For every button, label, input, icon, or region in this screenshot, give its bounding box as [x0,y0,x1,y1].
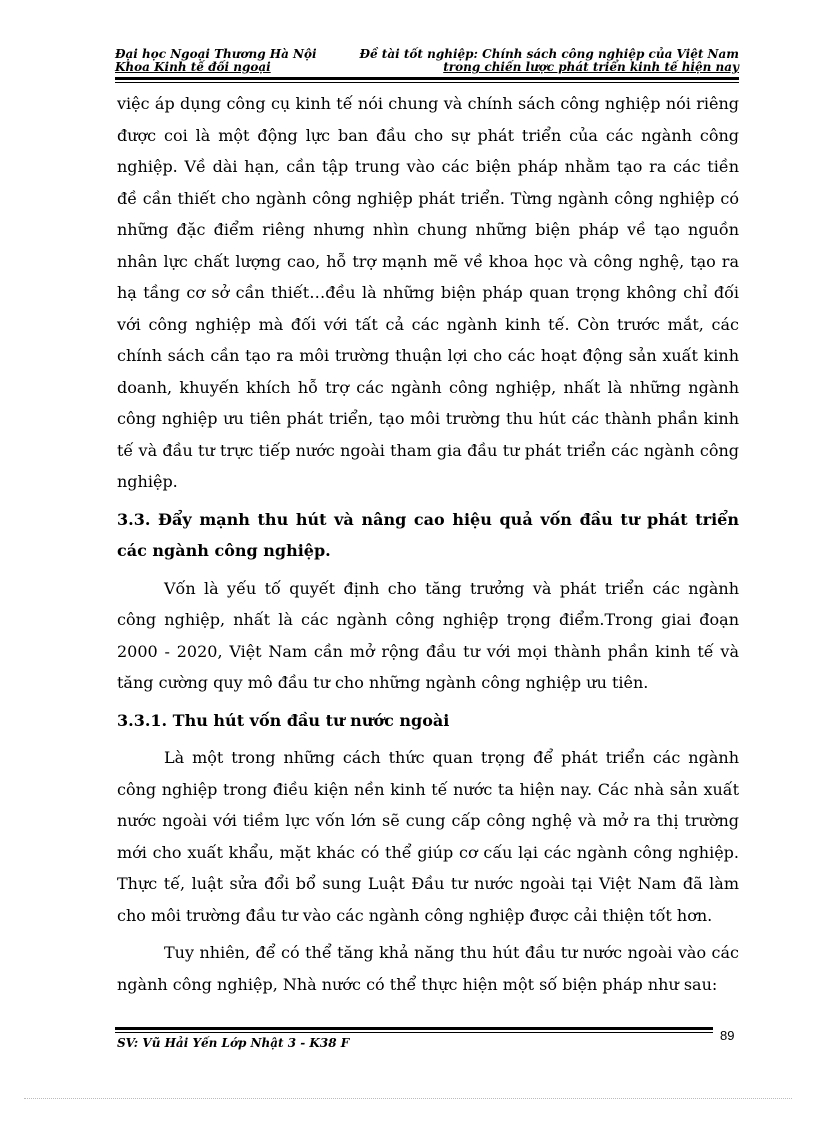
page-bottom-dotted-line [24,1098,792,1099]
page-number: 89 [720,1028,735,1043]
section-heading-3-3-1: 3.3.1. Thu hút vốn đầu tư nước ngoài [117,710,450,730]
header-thesis-subtitle: trong chiến lược phát triển kinh tế hiện nay [443,60,739,74]
page-body [117,88,739,1000]
header-rule-thick [115,77,739,80]
body-paragraph-capital: Vốn là yếu tố quyết định cho tăng trưởng và phát triển các ngành công nghiệp, nhất là các ngành công nghiệp trọng điểm.Trong giai đoạn 2000 - 2020, Việt Nam cần mở rộng đầu tư với mọi thành phần kinh tế và tăng cường quy mô đầu tư cho những ngành công nghiệp ưu tiên. [117,578,739,692]
section-heading-3-3: 3.3. Đẩy mạnh thu hút và nâng cao hiệu quả vốn đầu tư phát triển các ngành công nghiệp. [117,509,739,560]
header-rule-thin [115,82,739,83]
body-paragraph-continuation: việc áp dụng công cụ kinh tế nói chung và chính sách công nghiệp nói riêng được coi là một động lực ban đầu cho sự phát triển của các ngành công nghiệp. Về dài hạn, cần tập trung vào các biện pháp nhằm tạo ra các tiền đề cần thiết cho ngành công nghiệp phát triển. Từng ngành công nghiệp có những đặc điểm riêng nhưng nhìn chung những biện pháp về tạo nguồn nhân lực chất lượng cao, hỗ trợ mạnh mẽ về khoa học và công nghệ, tạo ra hạ tầng cơ sở cần thiết…đều là những biện pháp quan trọng không chỉ đối với công nghiệp mà đối với tất cả các ngành kinh tế. Còn trước mắt, các chính sách cần tạo ra môi trường thuận lợi cho các hoạt động sản xuất kinh doanh, khuyến khích hỗ trợ các ngành công nghiệp, nhất là những ngành công nghiệp ưu tiên phát triển, tạo môi trường thu hút các thành phần kinh tế và đầu tư trực tiếp nước ngoài tham gia đầu tư phát triển các ngành công nghiệp. [117,94,739,491]
body-paragraph-measures: Tuy nhiên, để có thể tăng khả năng thu hút đầu tư nước ngoài vào các ngành công nghiệp, Nhà nước có thể thực hiện một số biện pháp như sau: [117,943,739,994]
header-university: Đại học Ngoại Thương Hà Nội [115,47,317,61]
header-thesis-title: Đề tài tốt nghiệp: Chính sách công nghiệp của Việt Nam [359,47,739,61]
footer-rule-thin [115,1032,713,1033]
footer-rule-thick [115,1027,713,1030]
footer-author: SV: Vũ Hải Yến Lớp Nhật 3 - K38 F [117,1036,350,1050]
header-faculty: Khoa Kinh tế đối ngoại [115,60,271,74]
page-header [115,48,739,76]
body-paragraph-fdi: Là một trong những cách thức quan trọng để phát triển các ngành công nghiệp trong điều kiện nền kinh tế nước ta hiện nay. Các nhà sản xuất nước ngoài với tiềm lực vốn lớn sẽ cung cấp công nghệ và mở ra thị trường mới cho xuất khẩu, mặt khác có thể giúp cơ cấu lại các ngành công nghiệp. Thực tế, luật sửa đổi bổ sung Luật Đầu tư nước ngoài tại Việt Nam đã làm cho môi trường đầu tư vào các ngành công nghiệp được cải thiện tốt hơn. [117,748,739,925]
